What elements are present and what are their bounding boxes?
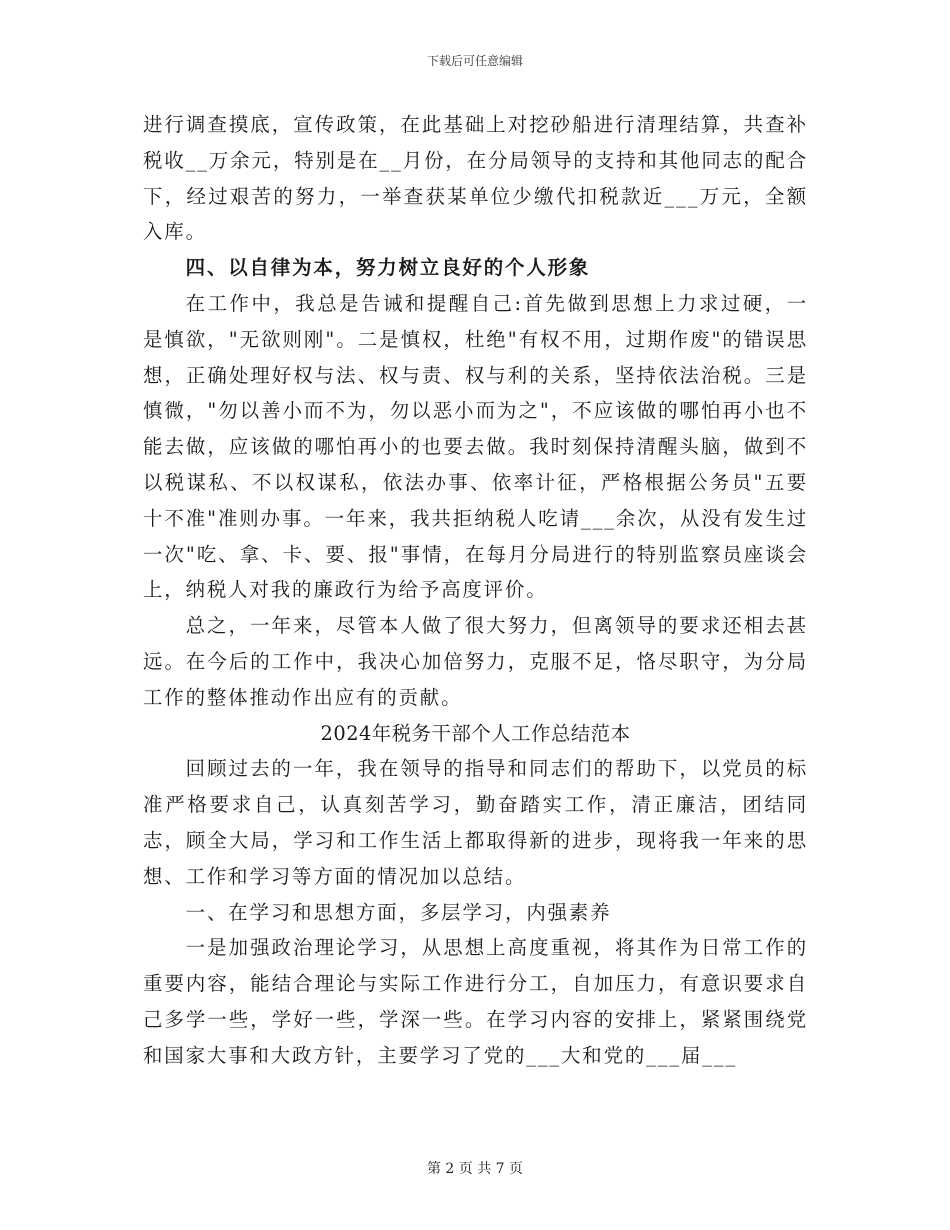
- paragraph: 回顾过去的一年，我在领导的指导和同志们的帮助下，以党员的标准严格要求自己，认真刻苦学习，勤奋踏实工作，清正廉洁，团结同志，顾全大局，学习和工作生活上都取得新的进步，现将我一年来的思想、工作和学习等方面的情况加以总结。: [143, 757, 808, 888]
- paragraph: 总之，一年来，尽管本人做了很大努力，但离领导的要求还相去甚远。在今后的工作中，我决心加倍努力，克服不足，恪尽职守，为分局工作的整体推动作出应有的贡献。: [143, 614, 808, 709]
- page-header: 下载后可任意编辑: [426, 54, 523, 68]
- paragraph: 进行调查摸底，宣传政策，在此基础上对挖砂船进行清理结算，共查补税收__万余元，特别是在__月份，在分局领导的支持和其他同志的配合下，经过艰苦的努力，一举查获某单位少缴代扣税款近___万元，全额入库。: [143, 113, 808, 244]
- page-number: 第 2 页 共 7 页: [426, 1161, 524, 1177]
- paragraph: 一是加强政治理论学习，从思想上高度重视，将其作为日常工作的重要内容，能结合理论与实际工作进行分工，自加压力，有意识要求自己多学一些，学好一些，学深一些。在学习内容的安排上，紧紧围绕党和国家大事和大政方针，主要学习了党的___大和党的___届___: [143, 936, 808, 1067]
- document-title: 2024年税务干部个人工作总结范本: [320, 721, 631, 745]
- section-heading: 四、以自律为本，努力树立良好的个人形象: [185, 256, 591, 280]
- section-heading: 一、在学习和思想方面，多层学习，内强素养: [185, 900, 612, 924]
- paragraph: 在工作中，我总是告诫和提醒自己:首先做到思想上力求过硬，一是慎欲，"无欲则刚"。二是慎权，杜绝"有权不用，过期作废"的错误思想，正确处理好权与法、权与责、权与利的关系，坚持依法治税。三是慎微，"勿以善小而不为，勿以恶小而为之"，不应该做的哪怕再小也不能去做，应该做的哪怕再小的也要去做。我时刻保持清醒头脑，做到不以税谋私、不以权谋私，依法办事、依率计征，严格根据公务员"五要十不准"准则办事。一年来，我共拒纳税人吃请___余次，从没有发生过一次"吃、拿、卡、要、报"事情，在每月分局进行的特别监察员座谈会上，纳税人对我的廉政行为给予高度评价。: [143, 291, 808, 602]
- document-body: [143, 107, 808, 1074]
